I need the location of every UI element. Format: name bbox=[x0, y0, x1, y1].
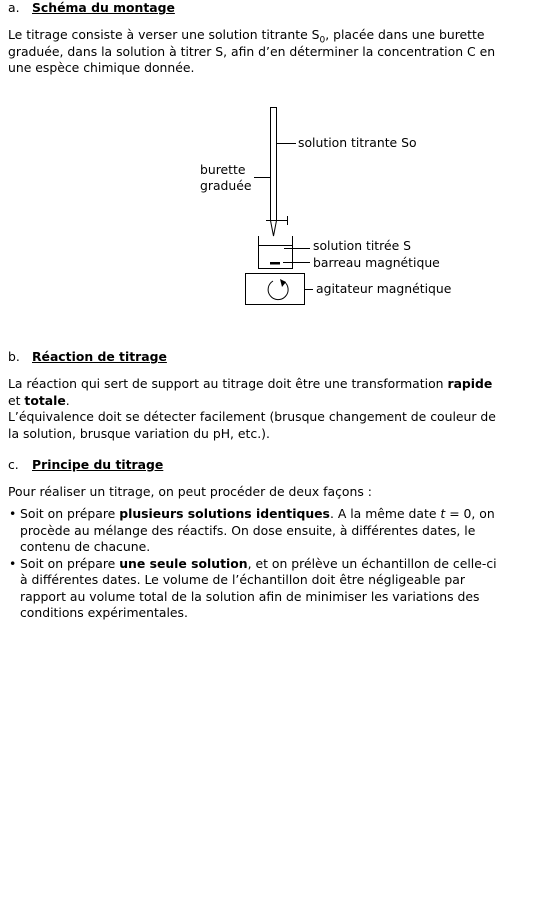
intro-subscript: 0 bbox=[319, 35, 326, 46]
label-burette-line2: graduée bbox=[200, 178, 252, 193]
section-b-line1-text: La réaction qui sert de support au titrage doit être une transformation bbox=[8, 376, 448, 391]
label-titree: solution titrée S bbox=[313, 238, 412, 253]
section-c-bullet-list bbox=[8, 506, 538, 622]
bullet1-text-a: Soit on prépare bbox=[20, 506, 120, 521]
stirrer-base bbox=[246, 274, 305, 305]
burette-tip bbox=[271, 221, 277, 237]
section-b-totale: totale bbox=[24, 392, 66, 408]
bullet1-line1 bbox=[20, 506, 538, 523]
bullet2-line3: rapport au volume total de la solution afin de minimiser les variations des bbox=[20, 588, 480, 604]
intro-text-part2: , placée dans une burette bbox=[325, 27, 485, 42]
bullet1-text-b: . A la même date bbox=[329, 506, 441, 521]
bullet2-line1 bbox=[20, 556, 538, 573]
section-b-heading bbox=[8, 349, 167, 366]
bullet1-italic-t: t bbox=[440, 506, 446, 521]
label-titrant: solution titrante So bbox=[298, 135, 417, 150]
rotation-arrow-head bbox=[280, 279, 286, 287]
section-b-line2 bbox=[8, 393, 538, 410]
bullet1-line3: contenu de chacune. bbox=[20, 539, 151, 554]
section-b-line3: L’équivalence doit se détecter facilement (brusque changement de couleur de bbox=[8, 409, 496, 424]
bullet1-bold: plusieurs solutions identiques bbox=[119, 506, 330, 521]
bullet2-text-b: , et on prélève un échantillon de celle-ci bbox=[247, 555, 497, 571]
bullet2-text-a: Soit on prépare bbox=[20, 555, 120, 571]
section-b-line2-end: . bbox=[65, 392, 70, 408]
section-b-letter: b. bbox=[8, 349, 20, 364]
list-item bbox=[8, 556, 538, 622]
section-a-intro-line3: une espèce chimique donnée. bbox=[8, 60, 195, 75]
stir-bar bbox=[270, 262, 280, 265]
label-burette-line1: burette bbox=[200, 162, 246, 177]
section-b-line2-text: et bbox=[8, 392, 25, 408]
section-b-body bbox=[8, 376, 538, 442]
label-barreau: barreau magnétique bbox=[313, 255, 440, 270]
section-c-title: Principe du titrage bbox=[32, 457, 164, 472]
section-a-intro-line2: graduée, dans la solution à titrer S, afin d’en déterminer la concentration C en bbox=[8, 43, 496, 59]
section-b-line4: la solution, brusque variation du pH, etc.). bbox=[8, 425, 270, 441]
bullet2-line2: à différentes dates. Le volume de l’échantillon doit être négligeable par bbox=[20, 572, 465, 587]
section-c-heading bbox=[8, 457, 163, 474]
label-agitateur: agitateur magnétique bbox=[316, 281, 452, 296]
section-a-letter: a. bbox=[8, 0, 20, 15]
bullet1-text-c: = 0, on bbox=[445, 506, 495, 521]
section-b-line1 bbox=[8, 376, 538, 393]
bullet-dot: • bbox=[9, 506, 17, 521]
section-b-title: Réaction de titrage bbox=[32, 349, 167, 364]
section-c-intro: Pour réaliser un titrage, on peut procéder de deux façons : bbox=[8, 484, 372, 499]
titration-diagram bbox=[0, 0, 560, 340]
section-c-letter: c. bbox=[8, 457, 19, 472]
list-item bbox=[8, 506, 538, 556]
section-b-rapide: rapide bbox=[447, 376, 493, 391]
burette-tube bbox=[271, 108, 277, 221]
section-a-title: Schéma du montage bbox=[32, 0, 175, 15]
bullet2-bold: une seule solution bbox=[119, 555, 248, 571]
rotation-arrow bbox=[268, 281, 288, 300]
bullet-dot: • bbox=[9, 555, 17, 571]
bullet2-line4: conditions expérimentales. bbox=[20, 605, 188, 620]
bullet1-line2: procède au mélange des réactifs. On dose ensuite, à différentes dates, le bbox=[20, 522, 476, 538]
intro-text-part1: Le titrage consiste à verser une solution titrante S bbox=[8, 27, 320, 42]
